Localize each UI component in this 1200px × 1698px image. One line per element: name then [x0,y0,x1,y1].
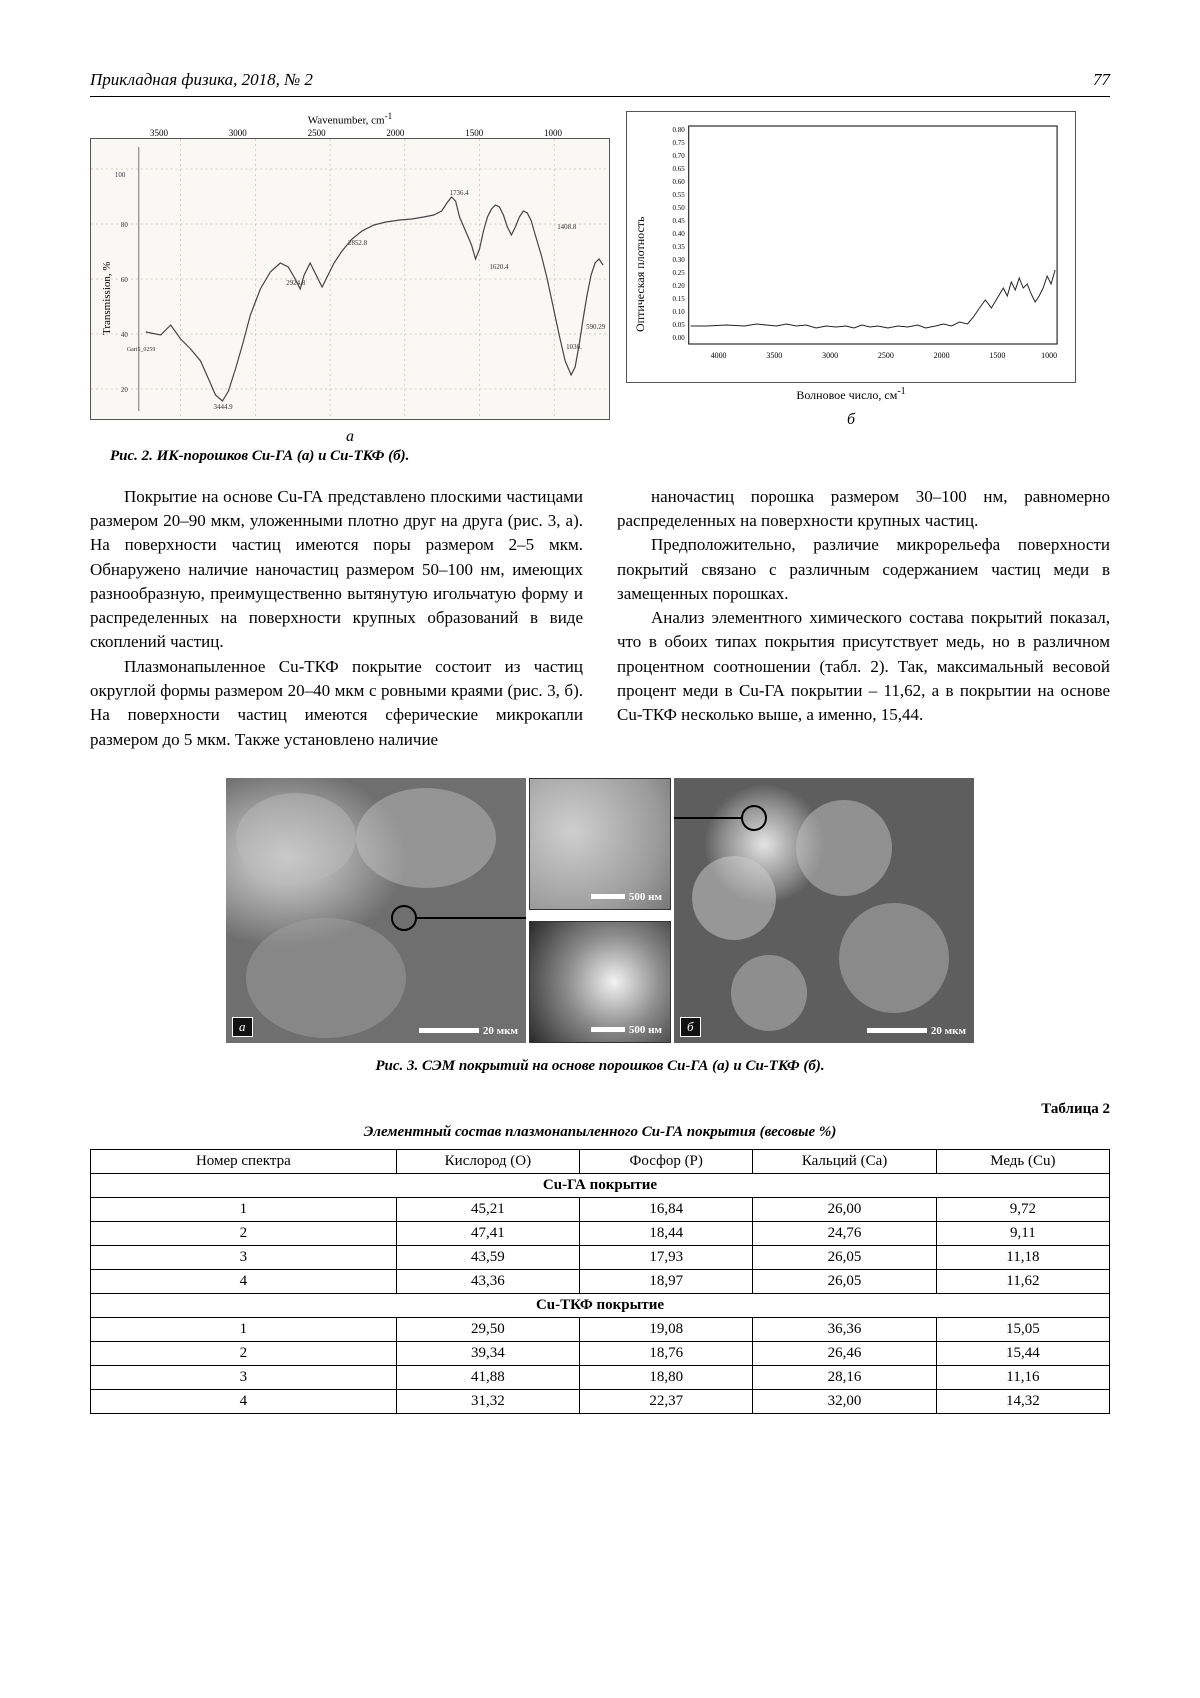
figure-2-caption: Рис. 2. ИК-порошков Си-ГА (а) и Си-ТКФ (б). [110,447,410,464]
paragraph: Предположительно, различие микрорельефа поверхности покрытий связано с различным содержанием частиц меди в замещенных порошках. [617,535,1110,603]
sem-inset-column [529,778,671,1043]
table-cell: 26,05 [753,1269,936,1293]
sem-a-scalebar [419,1025,518,1037]
tick: 3000 [228,127,247,138]
table-cell: 14,32 [936,1389,1109,1413]
ir-spectrum-plot-a [90,138,610,420]
table-cell: 4 [91,1269,397,1293]
table-cell: 1 [91,1197,397,1221]
table-cell: 9,11 [936,1221,1109,1245]
svg-text:0.50: 0.50 [672,203,685,213]
table-header-cell: Кальций (Ca) [753,1149,936,1173]
tick: 1000 [543,127,562,138]
table-header-row [91,1149,1110,1173]
peak-label: 590.29 [586,322,606,331]
table-row [91,1389,1110,1413]
ir-spectrum-plot-b [626,111,1076,383]
table-row [91,1197,1110,1221]
svg-text:3000: 3000 [822,350,839,361]
svg-text:3500: 3500 [766,350,783,361]
sem-a-letter: а [232,1017,253,1037]
table-row [91,1317,1110,1341]
table-cell: 24,76 [753,1221,936,1245]
sem-b-scalebar [867,1025,966,1037]
tick: 1500 [465,127,484,138]
spectrum-a-svg [91,139,609,419]
table-cell: 18,44 [580,1221,753,1245]
journal-title: Прикладная физика, 2018, № 2 [90,70,313,89]
scalebar-label: 20 мкм [930,1024,966,1037]
scalebar-line [867,1028,927,1033]
y-tick: 60 [120,275,128,284]
svg-text:0.00: 0.00 [672,333,685,343]
table-cell: 18,76 [580,1341,753,1365]
tick: 2000 [386,127,405,138]
peak-label: 2924.8 [286,278,306,287]
panel-b-x-ticks [711,351,1057,360]
table-cell: 1 [91,1317,397,1341]
svg-text:0.10: 0.10 [672,307,685,317]
table-cell: 15,05 [936,1317,1109,1341]
table-cell: 2 [91,1221,397,1245]
panel-b-x-axis-sup: -1 [897,386,906,397]
y-tick: 80 [120,220,128,229]
peak-label: 1030. [566,342,582,351]
table-cell: 22,37 [580,1389,753,1413]
page-number: 77 [1093,70,1110,89]
svg-text:2500: 2500 [877,350,894,361]
table-cell: 15,44 [936,1341,1109,1365]
panel-b-x-axis-text: Волновое число, см [796,388,898,402]
paragraph: Плазмонапыленное Cu-ТКФ покрытие состоит из частиц округлой формы размером 20–40 мкм с ровными краями (рис. 3, б). На поверхности частиц имеются сферические микрокапли размером до 5 мкм. Также установлено наличие [90,656,583,749]
table-cell: 18,80 [580,1365,753,1389]
svg-text:0.80: 0.80 [672,125,685,135]
table-section-row [91,1173,1110,1197]
y-tick: 100 [114,170,126,179]
table-title: Элементный состав плазмонапыленного Си-ГА покрытия (весовые %) [363,1123,837,1140]
svg-text:0.40: 0.40 [672,229,685,239]
panel-b-letter: б [846,411,856,428]
scalebar-label: 500 нм [628,1023,662,1036]
y-tick: 40 [120,330,128,339]
svg-text:4000: 4000 [710,350,727,361]
sem-b-letter: б [680,1017,701,1037]
panel-a-axis-sup: -1 [384,111,393,121]
table-number: Таблица 2 [1041,1100,1110,1117]
figure-2 [90,111,1110,446]
peak-label: 2852.8 [348,238,368,247]
table-row [91,1245,1110,1269]
table-cell: 36,36 [753,1317,936,1341]
svg-text:0.05: 0.05 [672,320,685,330]
table-cell: 9,72 [936,1197,1109,1221]
table-row [91,1221,1110,1245]
sem-b-overlay [674,778,974,1043]
table-cell: 26,05 [753,1245,936,1269]
page [90,70,1110,1630]
scalebar-line [419,1028,479,1033]
table-cell: 11,18 [936,1245,1109,1269]
tick: 2500 [307,127,326,138]
table-cell: 43,59 [396,1245,579,1269]
table-cell: 3 [91,1245,397,1269]
body-columns [90,485,1110,752]
svg-text:1500: 1500 [989,350,1006,361]
table-header-cell: Кислород (O) [396,1149,579,1173]
paragraph: Покрытие на основе Cu-ГА представлено плоскими частицами размером 20–90 мкм, уложенными плотно друг на друга (рис. 3, а). На поверхности частиц имеются поры размером 2–5 мкм. Обнаружено наличие наночастиц размером 50–100 нм, имеющих разнообразную, преимущественно вытянутую игольчатую форму и распределенных на поверхности крупных образований в виде скоплений частиц. [90,486,583,652]
figure-2-panel-b [626,111,1076,429]
table-section-label: Cu-ТКФ покрытие [91,1293,1110,1317]
sample-id-label: Gari5_0259 [126,346,156,353]
table-cell: 43,36 [396,1269,579,1293]
page-header [90,70,1110,97]
panel-a-x-ticks [90,128,610,138]
svg-text:0.30: 0.30 [672,255,685,265]
table-cell: 11,62 [936,1269,1109,1293]
panel-a-y-axis-label: Transmission, % [101,261,113,335]
panel-b-y-axis-label: Оптическая плотность [633,216,647,332]
svg-text:2000: 2000 [933,350,950,361]
peak-label: 1736.4 [449,188,469,197]
table-section-row [91,1293,1110,1317]
svg-text:0.20: 0.20 [672,281,685,291]
scalebar-line [591,894,625,899]
paragraph: Анализ элементного химического состава покрытий показал, что в обоих типах покрытия присутствует медь, но в различном процентном соотношении (табл. 2). Так, максимальный весовой процент меди в Cu-ГА покрытии – 11,62, а в покрытии на основе Cu-ТКФ несколько выше, а именно, 15,44. [617,608,1110,725]
inset2-scalebar [591,1024,662,1036]
panel-a-axis-text: Wavenumber, cm [307,114,385,127]
table-cell: 41,88 [396,1365,579,1389]
table-cell: 16,84 [580,1197,753,1221]
table-header-cell: Медь (Cu) [936,1149,1109,1173]
table-cell: 19,08 [580,1317,753,1341]
spectrum-b-svg [627,112,1075,382]
inset1-scalebar [591,891,662,903]
table-cell: 17,93 [580,1245,753,1269]
svg-text:0.35: 0.35 [672,242,685,252]
sem-image-a [226,778,526,1043]
figure-3 [90,778,1110,1075]
table-cell: 45,21 [396,1197,579,1221]
peak-label: 1408.8 [557,222,577,231]
table-cell: 32,00 [753,1389,936,1413]
svg-text:0.55: 0.55 [672,190,685,200]
figure-2-panel-a [90,111,610,446]
scalebar-label: 500 нм [628,890,662,903]
sem-inset-nanoparticles-1 [529,778,671,910]
table-row [91,1269,1110,1293]
svg-text:0.15: 0.15 [672,294,685,304]
table-cell: 31,32 [396,1389,579,1413]
svg-text:0.65: 0.65 [672,164,685,174]
table-cell: 18,97 [580,1269,753,1293]
composition-table [90,1149,1110,1414]
panel-b-y-ticks [673,126,686,342]
scalebar-label: 20 мкм [482,1024,518,1037]
scalebar-line [591,1027,625,1032]
peak-label: 1620.4 [489,262,509,271]
sem-image-group [226,778,974,1043]
svg-text:0.60: 0.60 [672,177,685,187]
table-cell: 3 [91,1365,397,1389]
right-column [617,485,1110,752]
svg-text:0.75: 0.75 [672,138,685,148]
table-cell: 26,46 [753,1341,936,1365]
table-cell: 4 [91,1389,397,1413]
figure-3-caption: Рис. 3. СЭМ покрытий на основе порошков Си-ГА (а) и Си-ТКФ (б). [375,1057,825,1074]
table-cell: 28,16 [753,1365,936,1389]
table-header-cell: Фосфор (P) [580,1149,753,1173]
sem-inset-nanoparticles-2 [529,921,671,1043]
sem-image-b [674,778,974,1043]
svg-text:0.70: 0.70 [672,151,685,161]
table-section-label: Cu-ГА покрытие [91,1173,1110,1197]
y-tick: 20 [120,385,128,394]
table-cell: 2 [91,1341,397,1365]
paragraph: наночастиц порошка размером 30–100 нм, равномерно распределенных на поверхности крупных частиц. [617,486,1110,530]
tick: 3500 [150,127,168,138]
panel-b-x-axis-label [626,386,1076,403]
panel-a-top-axis-label [90,111,610,127]
peak-label: 3444.9 [213,402,233,411]
table-header-cell: Номер спектра [91,1149,397,1173]
table-cell: 26,00 [753,1197,936,1221]
table-row [91,1365,1110,1389]
table-row [91,1341,1110,1365]
panel-a-letter: а [346,427,354,445]
left-column [90,485,583,752]
table-cell: 11,16 [936,1365,1109,1389]
svg-text:1000: 1000 [1041,350,1058,361]
sem-a-overlay [226,778,526,1043]
table-cell: 39,34 [396,1341,579,1365]
svg-text:0.45: 0.45 [672,216,685,226]
table-cell: 29,50 [396,1317,579,1341]
table-cell: 47,41 [396,1221,579,1245]
svg-text:0.25: 0.25 [672,268,685,278]
